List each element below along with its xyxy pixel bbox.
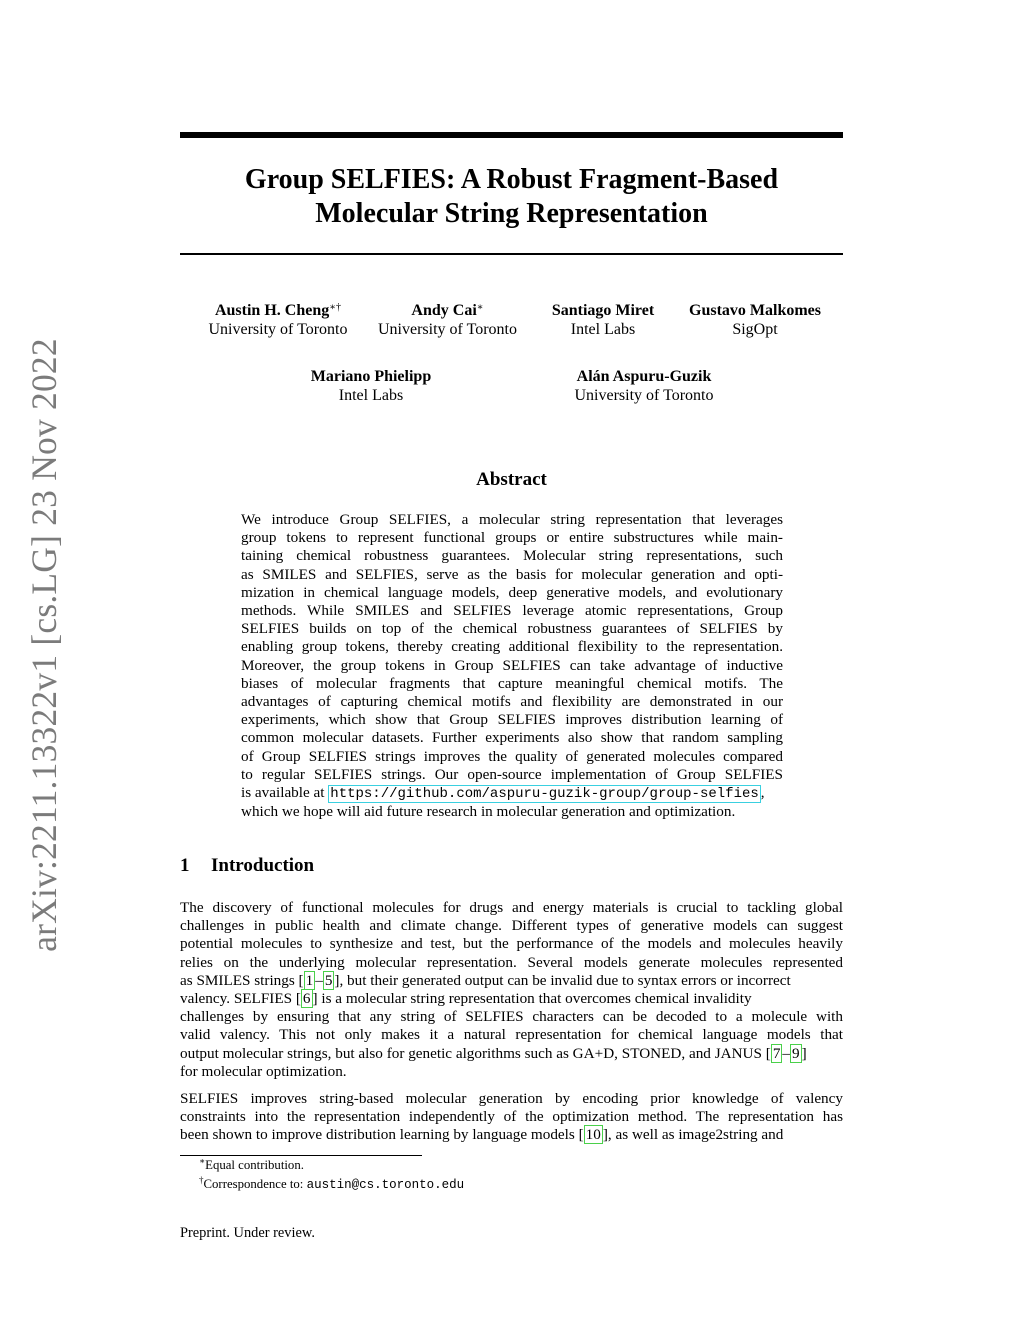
author-block	[533, 301, 673, 339]
abstract-line: group tokens to represent functional groups or entire substructures while main-	[241, 529, 783, 547]
abstract-line: to regular SELFIES strings. Our open-source implementation of Group SELFIES	[241, 765, 783, 783]
abstract-line: biases of molecular fragments that capture meaningful chemical motifs. The	[241, 674, 783, 692]
abstract-body	[241, 511, 783, 821]
author-block	[564, 367, 724, 405]
author-block	[193, 301, 363, 339]
abstract-line: taining chemical robustness guarantees. Molecular string representations, such	[241, 547, 783, 565]
intro-paragraph-2	[180, 1090, 843, 1145]
section-heading	[180, 855, 314, 877]
body-line	[180, 990, 843, 1008]
section-title: Introduction	[211, 855, 315, 876]
body-line	[180, 972, 843, 990]
citation-link[interactable]: 1	[305, 971, 314, 989]
title-line-1: Group SELFIES: A Robust Fragment-Based	[244, 164, 779, 195]
footnote-text: Equal contribution.	[205, 1158, 304, 1172]
abstract-line: of Group SELFIES strings improves the quality of generated molecules compared	[241, 747, 783, 765]
body-line	[180, 1126, 843, 1144]
citation-link[interactable]: 5	[324, 971, 333, 989]
citation-link[interactable]: 9	[792, 1044, 800, 1062]
author-name: Gustavo Malkomes	[689, 302, 821, 319]
citation-link[interactable]: 6	[302, 990, 311, 1008]
abstract-line: enabling group tokens, thereby creating additional flexibility to the representation.	[241, 638, 783, 656]
intro-paragraph-1	[180, 899, 843, 1081]
arxiv-stamp	[0, 0, 64, 952]
author-marks: ∗	[476, 302, 484, 313]
abstract-line: common molecular datasets. Further experiments also show that random sampling	[241, 729, 783, 747]
body-text: been shown to improve distribution learning by language models [	[180, 1126, 584, 1144]
abstract-line: methods. While SMILES and SELFIES leverage atomic representations, Group	[241, 602, 783, 620]
citation-link[interactable]: 7	[772, 1044, 781, 1062]
author-name: Alán Aspuru-Guzik	[576, 368, 712, 385]
abstract-line: Moreover, the group tokens in Group SELFIES can take advantage of inductive	[241, 656, 783, 674]
body-line: SELFIES improves string-based molecular generation by encoding prior knowledge of valency	[180, 1090, 843, 1107]
author-block	[365, 301, 530, 339]
correspondence-email[interactable]: austin@cs.toronto.edu	[306, 1178, 465, 1192]
body-text: as SMILES strings [	[180, 971, 304, 989]
abstract-line: experiments, which show that Group SELFIES improves distribution learning of	[241, 711, 783, 729]
body-text: –	[315, 971, 323, 989]
paper-title	[180, 163, 843, 231]
author-affiliation: University of Toronto	[377, 321, 517, 338]
author-affiliation: Intel Labs	[570, 321, 636, 338]
body-text: –	[782, 1044, 791, 1062]
body-line: potential molecules to synthesize and test, but the performance of the models and molecules heavily	[180, 935, 843, 953]
title-top-rule	[180, 132, 843, 138]
abstract-line: We introduce Group SELFIES, a molecular string representation that leverages	[241, 511, 783, 528]
abstract-line: SELFIES builds on top of the chemical robustness guarantees of SELFIES by	[241, 620, 783, 638]
citation-link[interactable]: 10	[585, 1126, 601, 1144]
footnote-equal-contribution	[199, 1158, 304, 1173]
author-affiliation: University of Toronto	[208, 321, 348, 338]
footnote-rule	[180, 1155, 422, 1156]
url-line-prefix: is available at	[241, 784, 329, 802]
title-bottom-rule	[180, 253, 843, 255]
abstract-line: as SMILES and SELFIES, serve as the basis for molecular generation and opti-	[241, 565, 783, 583]
body-line: relies on the underlying molecular representation. Several models generate molecules represented	[180, 953, 843, 971]
author-name: Austin H. Cheng	[214, 302, 330, 319]
author-name: Mariano Phielipp	[310, 368, 432, 385]
abstract-heading: Abstract	[476, 469, 547, 490]
body-line	[180, 1045, 843, 1063]
footnote-correspondence	[199, 1177, 464, 1192]
author-affiliation: University of Toronto	[574, 387, 714, 404]
body-line: challenges by ensuring that any string of SELFIES characters can be decoded to a molecule with	[180, 1008, 843, 1026]
abstract-line: which we hope will aid future research in molecular generation and optimization.	[241, 803, 736, 821]
abstract-line: mization in chemical language models, deep generative models, and evolutionary	[241, 583, 783, 601]
preprint-notice: Preprint. Under review.	[180, 1225, 315, 1241]
body-line: for molecular optimization.	[180, 1062, 347, 1080]
url-line-suffix: ,	[760, 784, 765, 802]
body-text: ] is a molecular string representation that overcomes chemical invalidity	[312, 990, 752, 1008]
body-line: constraints into the representation independently of the optimization method. The representation has	[180, 1108, 843, 1126]
footnote-mark: ∗	[199, 1156, 206, 1166]
author-block	[296, 367, 446, 405]
body-text: ], as well as image2string and	[602, 1126, 784, 1144]
author-affiliation: Intel Labs	[338, 387, 404, 404]
abstract-line: advantages of capturing chemical motifs and flexibility are demonstrated in our	[241, 693, 783, 711]
body-line: challenges in public health and climate change. Different types of generative models can suggest	[180, 917, 843, 935]
body-text: output molecular strings, but also for genetic algorithms such as GA+D, STONED, and JANUS [	[180, 1044, 771, 1062]
author-name: Santiago Miret	[551, 302, 655, 319]
body-line: The discovery of functional molecules for drugs and energy materials is crucial to tackling global	[180, 899, 843, 916]
title-line-2: Molecular String Representation	[315, 198, 708, 229]
arxiv-identifier: arXiv:2211.13322v1 [cs.LG] 23 Nov 2022	[24, 338, 64, 952]
author-affiliation: SigOpt	[732, 321, 778, 338]
body-line: valid valency. This not only makes it a natural representation for chemical language models that	[180, 1026, 843, 1044]
author-block	[680, 301, 830, 339]
abstract-line	[241, 784, 783, 803]
section-number: 1	[180, 855, 190, 876]
github-link[interactable]: https://github.com/aspuru-guzik-group/group-selfies	[330, 786, 759, 803]
body-text: valency. SELFIES [	[180, 990, 301, 1008]
footnote-mark: †	[199, 1175, 204, 1185]
author-marks: ∗†	[329, 302, 342, 313]
footnote-text: Correspondence to:	[203, 1177, 307, 1191]
author-name: Andy Cai	[411, 302, 477, 319]
body-text: ], but their generated output can be invalid due to syntax errors or incorrect	[334, 971, 791, 989]
body-text: ]	[801, 1044, 807, 1062]
